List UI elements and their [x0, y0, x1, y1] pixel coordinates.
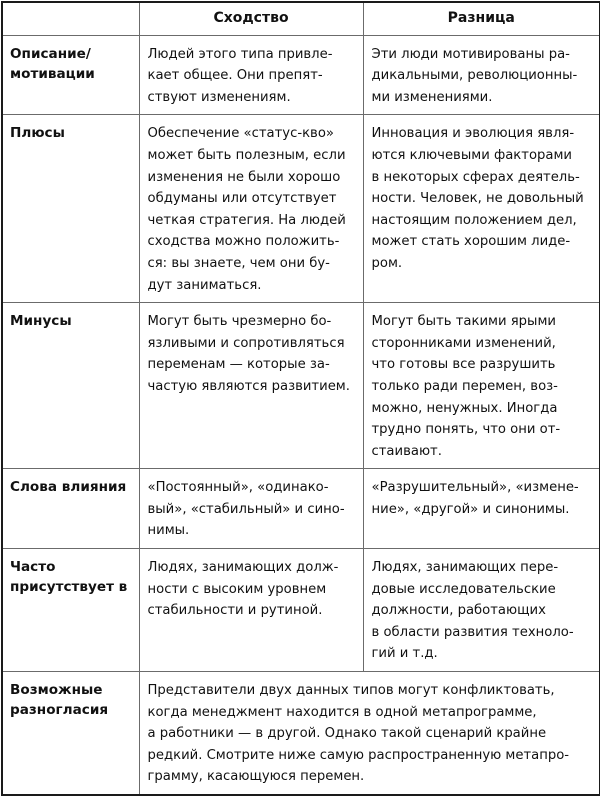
text-line: а работники — в другой. Однако такой сценарий крайне — [147, 726, 547, 742]
text-line: можно, ненужных. Иногда — [371, 400, 558, 416]
text-line: обдуманы или отсутствует — [147, 191, 337, 207]
text-line: ются ключевыми факторами — [371, 147, 572, 163]
text-line: дут заниматься. — [147, 277, 262, 293]
header-similarity: Сходство — [139, 2, 363, 35]
text-line: Людях, занимающих долж- — [147, 560, 339, 576]
similarity-cell — [139, 303, 363, 469]
similarity-cell — [139, 115, 363, 303]
text-line: трудно понять, что они от- — [371, 422, 561, 438]
table-row-description — [2, 35, 600, 115]
text-line: ности с высоким уровнем — [147, 581, 327, 597]
text-line: вый», «стабильный» и сино- — [147, 501, 345, 517]
text-line: может стать хорошим лиде- — [371, 234, 571, 250]
text-line: стаивают. — [371, 443, 442, 459]
row-label-line: мотивации — [10, 65, 95, 82]
difference-cell — [363, 549, 600, 672]
table-row-pros — [2, 115, 600, 303]
table-row-influence-words — [2, 469, 600, 549]
text-line: гий и т.д. — [371, 646, 438, 662]
difference-cell — [363, 115, 600, 303]
text-line: Людях, занимающих пере- — [371, 560, 559, 576]
text-line: частую являются развитием. — [147, 378, 350, 394]
difference-cell — [363, 35, 600, 115]
row-label-line: Часто — [10, 559, 56, 576]
text-line: дикальными, революционны- — [371, 68, 578, 84]
text-line: Представители двух данных типов могут конфликтовать, — [147, 683, 555, 699]
merged-cell — [139, 672, 600, 795]
text-line: «Постоянный», «одинако- — [147, 480, 329, 496]
row-label — [2, 469, 139, 549]
text-line: довые исследовательские — [371, 581, 556, 597]
text-line: только ради перемен, воз- — [371, 378, 558, 394]
text-line: может быть полезным, если — [147, 147, 346, 163]
text-line: Обеспечение «статус-кво» — [147, 126, 334, 142]
text-line: «Разрушительный», «измене- — [371, 480, 579, 496]
text-line: четкая стратегия. На людей — [147, 212, 346, 228]
table-row-cons — [2, 303, 600, 469]
row-label-line: разногласия — [10, 702, 109, 719]
row-label — [2, 549, 139, 672]
table-row-possible-conflicts — [2, 672, 600, 795]
header-difference: Разница — [363, 2, 600, 35]
difference-cell — [363, 303, 600, 469]
text-line: ствуют изменениям. — [147, 89, 291, 105]
text-line: язливыми и сопротивляться — [147, 335, 345, 351]
row-label-line: Слова влияния — [10, 479, 127, 496]
row-label-line: присутствует в — [10, 579, 128, 596]
text-line: ром. — [371, 255, 403, 271]
text-line: что готовы все разрушить — [371, 357, 556, 373]
text-line: в области развития техноло- — [371, 624, 574, 640]
text-line: ся: вы знаете, чем они бу- — [147, 255, 330, 271]
text-line: ми изменениями. — [371, 89, 493, 105]
text-line: ности. Человек, не довольный — [371, 191, 584, 207]
difference-cell — [363, 469, 600, 549]
header-empty-cell — [2, 2, 139, 35]
text-line: кает общее. Они препят- — [147, 68, 323, 84]
row-label — [2, 672, 139, 795]
text-line: стабильности и рутиной. — [147, 603, 323, 619]
text-line: Могут быть чрезмерно бо- — [147, 314, 332, 330]
row-label — [2, 115, 139, 303]
text-line: должности, работающих — [371, 603, 546, 619]
text-line: Эти люди мотивированы ра- — [371, 46, 570, 62]
text-line: сторонниками изменений, — [371, 335, 556, 351]
text-line: сходства можно положить- — [147, 234, 340, 250]
row-label — [2, 303, 139, 469]
text-line: ние», «другой» и синонимы. — [371, 501, 570, 517]
text-line: редкий. Смотрите ниже самую распространенную метапро- — [147, 747, 570, 763]
similarity-cell — [139, 549, 363, 672]
text-line: нимы. — [147, 523, 190, 539]
text-line: Могут быть такими ярыми — [371, 314, 556, 330]
row-label-line: Возможные — [10, 682, 103, 699]
similarity-cell — [139, 35, 363, 115]
row-label-line: Минусы — [10, 313, 72, 330]
row-label-line: Плюсы — [10, 125, 65, 142]
text-line: переменам — которые за- — [147, 357, 330, 373]
row-label — [2, 35, 139, 115]
similarity-cell — [139, 469, 363, 549]
text-line: в некоторых сферах деятель- — [371, 169, 580, 185]
text-line: Людей этого типа привле- — [147, 46, 333, 62]
text-line: когда менеджмент находится в одной метапрограмме, — [147, 704, 537, 720]
text-line: настоящим положением дел, — [371, 212, 577, 228]
row-label-line: Описание/ — [10, 45, 91, 62]
comparison-table — [1, 1, 600, 796]
text-line: изменения не были хорошо — [147, 169, 341, 185]
header-row — [2, 2, 600, 35]
text-line: грамму, касающуюся перемен. — [147, 769, 365, 785]
table-row-often-present — [2, 549, 600, 672]
text-line: Инновация и эволюция явля- — [371, 126, 575, 142]
